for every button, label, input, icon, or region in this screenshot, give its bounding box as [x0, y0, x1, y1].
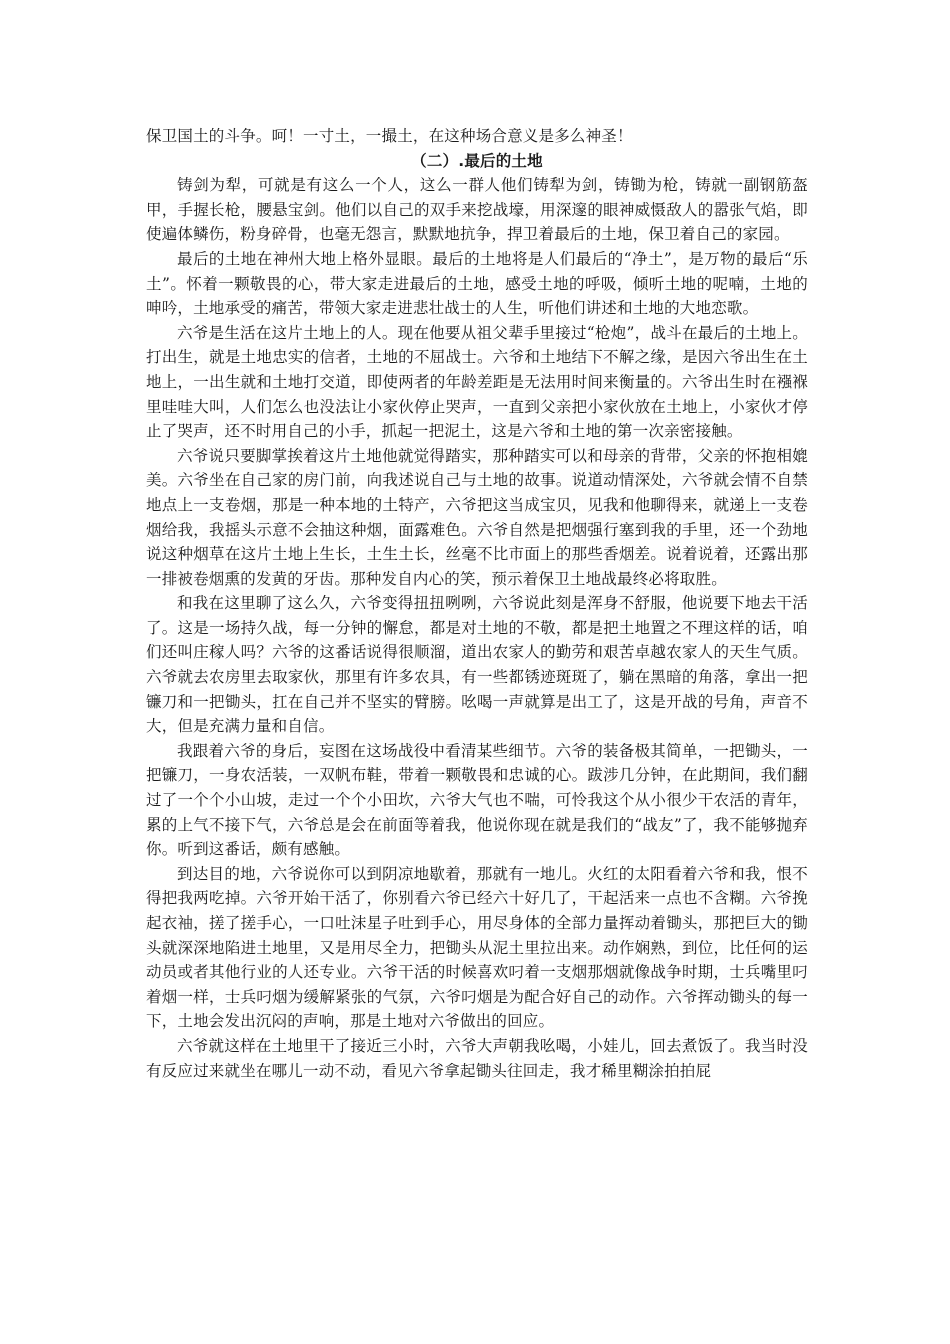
paragraph-6: 我跟着六爷的身后，妄图在这场战役中看清某些细节。六爷的装备极其简单，一把锄头，一把镰刀，一身农活装，一双帆布鞋，带着一颗敬畏和忠诚的心。跋涉几分钟，在此期间，我们翻过了一个个小山坡，走过一个个小田坎，六爷大气也不喘，可怜我这个从小很少干农活的青年，累的上气不接下气，六爷总是会在前面等着我，他说你现在就是我们的“战友”了，我不能够抛弃你。听到这番话，颇有感触。 — [146, 741, 808, 859]
document-page — [146, 124, 808, 1083]
paragraph-7: 到达目的地，六爷说你可以到阴凉地歇着，那就有一地儿。火红的太阳看着六爷和我，恨不得把我两吃掉。六爷开始干活了，你别看六爷已经六十好几了，干起活来一点也不含糊。六爷挽起衣袖，搓了搓手心，一口吐沫星子吐到手心，用尽身体的全部力量挥动着锄头，那把巨大的锄头就深深地陷进土地里，又是用尽全力，把锄头从泥土里拉出来。动作娴熟，到位，比任何的运动员或者其他行业的人还专业。六爷干活的时候喜欢叼着一支烟那烟就像战争时期，士兵嘴里叼着烟一样，士兵叼烟为缓解紧张的气氛，六爷叼烟是为配合好自己的动作。六爷挥动锄头的每一下，土地会发出沉闷的声响，那是土地对六爷做出的回应。 — [146, 864, 808, 1031]
paragraph-1: 铸剑为犁，可就是有这么一个人，这么一群人他们铸犁为剑，铸锄为枪，铸就一副钢筋盔甲，手握长枪，腰悬宝剑。他们以自己的双手来挖战壕，用深邃的眼神威慑敌人的嚣张气焰，即使遍体鳞伤，粉身碎骨，也毫无怨言，默默地抗争，捍卫着最后的土地，保卫着自己的家园。 — [146, 176, 808, 244]
paragraph-2: 最后的土地在神州大地上格外显眼。最后的土地将是人们最后的“净土”，是万物的最后“乐土”。怀着一颗敬畏的心，带大家走进最后的土地，感受土地的呼吸，倾听土地的呢喃，土地的呻吟，土地承受的痛苦，带领大家走进悲壮战士的人生，听他们讲述和土地的大地恋歌。 — [146, 249, 808, 318]
paragraph-4: 六爷说只要脚掌挨着这片土地他就觉得踏实，那种踏实可以和母亲的背带，父亲的怀抱相媲美。六爷坐在自己家的房门前，向我述说自己与土地的故事。说道动情深处，六爷就会情不自禁地点上一支卷烟，那是一种本地的土特产，六爷把这当成宝贝，见我和他聊得来，就递上一支卷烟给我，我摇头示意不会抽这种烟，面露难色。六爷自然是把烟强行塞到我的手里，还一个劲地说这种烟草在这片土地上生长，土生土长，丝毫不比市面上的那些香烟差。说着说着，还露出那一排被卷烟熏的发黄的牙齿。那种发自内心的笑，预示着保卫土地战最终必将取胜。 — [146, 446, 808, 588]
lead-line: 保卫国土的斗争。呵！一寸土，一撮土，在这种场合意义是多么神圣！ — [146, 127, 633, 145]
paragraph-8: 六爷就这样在土地里干了接近三小时，六爷大声朝我吆喝，小娃儿，回去煮饭了。我当时没有反应过来就坐在哪儿一动不动，看见六爷拿起锄头往回走，我才稀里糊涂拍拍屁 — [146, 1036, 808, 1080]
section-title: （二）.最后的土地 — [411, 151, 543, 170]
paragraph-5: 和我在这里聊了这么久，六爷变得扭扭咧咧，六爷说此刻是浑身不舒服，他说要下地去干活了。这是一场持久战，每一分钟的懈怠，都是对土地的不敬，都是把土地置之不理这样的话，咱们还叫庄稼人吗？六爷的这番话说得很顺溜，道出农家人的勤劳和艰苦卓越农家人的天生气质。六爷就去农房里去取家伙，那里有许多农具，有一些都锈迹斑斑了，躺在黑暗的角落，拿出一把镰刀和一把锄头，扛在自己并不坚实的臂膀。吆喝一声就算是出工了，这是开战的号角，声音不大，但是充满力量和自信。 — [146, 594, 808, 736]
paragraph-3: 六爷是生活在这片土地上的人。现在他要从祖父辈手里接过“枪炮”，战斗在最后的土地上。打出生，就是土地忠实的信者，土地的不屈战士。六爷和土地结下不解之缘，是因六爷出生在土地上，一出生就和土地打交道，即使两者的年龄差距是无法用时间来衡量的。六爷出生时在襁褓里哇哇大叫，人们怎么也没法让小家伙停止哭声，一直到父亲把小家伙放在土地上，小家伙才停止了哭声，还不时用自己的小手，抓起一把泥土，这是六爷和土地的第一次亲密接触。 — [146, 323, 808, 441]
